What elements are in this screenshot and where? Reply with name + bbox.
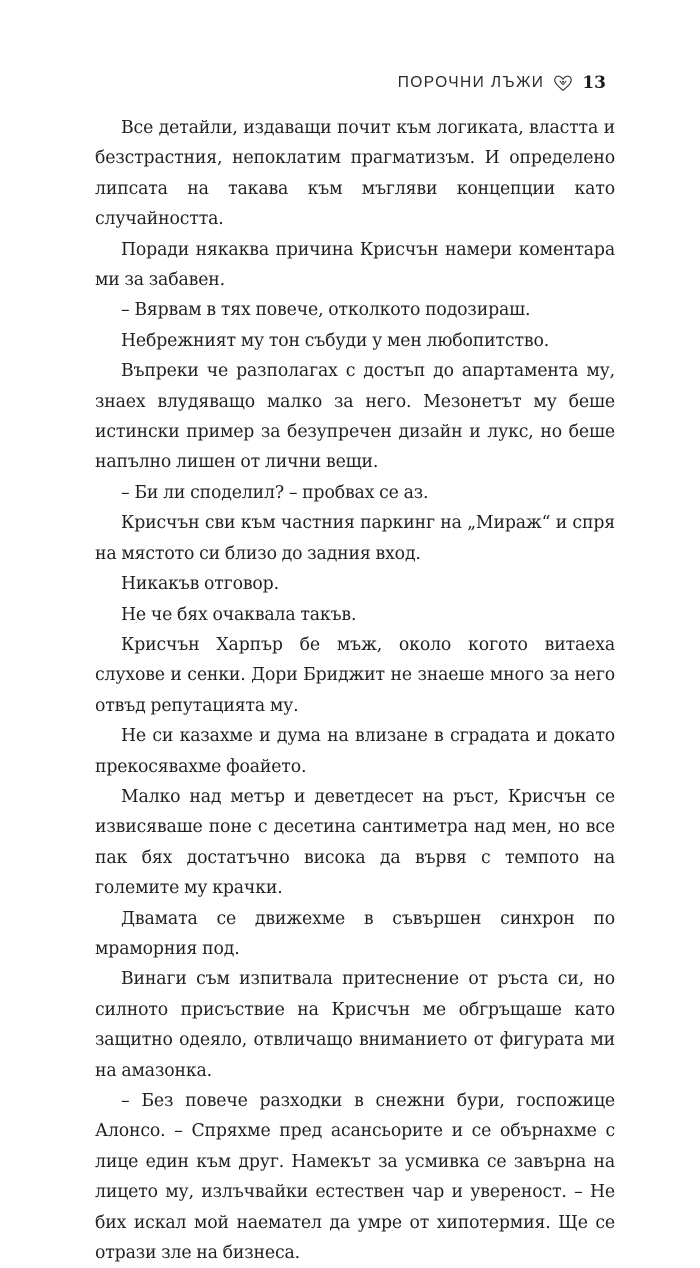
- paragraph: Въпреки че разполагах с достъп до апартамента му, знаех влудяващо малко за него. Мезонетът му беше истински пример за безупречен дизайн и лукс, но беше напълно лишен от лични вещи.: [95, 361, 615, 473]
- paragraph: Винаги съм изпитвала притеснение от ръста си, но силното присъствие на Крисчън ме обгръщаше като защитно одеяло, отвличащо вниманието от фигурата ми на амазонка.: [95, 969, 615, 1081]
- paragraph: Все детайли, издаващи почит към логиката, властта и безстрастния, непоклатим прагматизъм. И определено липсата на такава към мъгляви концепции като случайността.: [95, 118, 615, 230]
- body-text: [95, 113, 615, 1268]
- paragraph: Не че бях очаквала такъв.: [121, 604, 357, 625]
- paragraph: Никакъв отговор.: [121, 574, 279, 595]
- running-title: ПОРОЧНИ ЛЪЖИ: [397, 74, 545, 91]
- paragraph: – Би ли споделил? – пробвах се аз.: [121, 482, 429, 503]
- paragraph: Двамата се движехме в съвършен синхрон по мраморния под.: [95, 908, 615, 959]
- paragraph: Крисчън сви към частния паркинг на „Мираж“ и спря на мястото си близо до задния вход.: [95, 513, 615, 564]
- heart-flourish-icon: [552, 72, 574, 94]
- page-number: 13: [582, 73, 606, 93]
- paragraph: – Без повече разходки в снежни бури, госпожице Алонсо. – Спряхме пред асансьорите и се обърнахме с лице един към друг. Намекът за усмивка се завърна на лицето му, излъчвайки естествен чар и увереност. – Не бих искал мой наемател да умре от хипотермия. Ще се отрази зле на бизнеса.: [95, 1091, 615, 1264]
- paragraph: Поради някаква причина Крисчън намери коментара ми за забавен.: [95, 239, 615, 291]
- paragraph: Крисчън Харпър бе мъж, около когото витаеха слухове и сенки. Дори Бриджит не знаеше много за него отвъд репутацията му.: [95, 634, 615, 716]
- paragraph: Не си казахме и дума на влизане в сградата и докато прекосявахме фоайето.: [95, 726, 615, 777]
- running-header: [398, 72, 606, 94]
- paragraph: – Вярвам в тях повече, отколкото подозираш.: [121, 300, 531, 321]
- paragraph: Малко над метър и деветдесет на ръст, Крисчън се извисяваше поне с десетина сантиметра над мен, но все пак бях достатъчно висока да вървя с темпото на големите му крачки.: [95, 786, 615, 899]
- paragraph: Небрежният му тон събуди у мен любопитство.: [121, 330, 550, 351]
